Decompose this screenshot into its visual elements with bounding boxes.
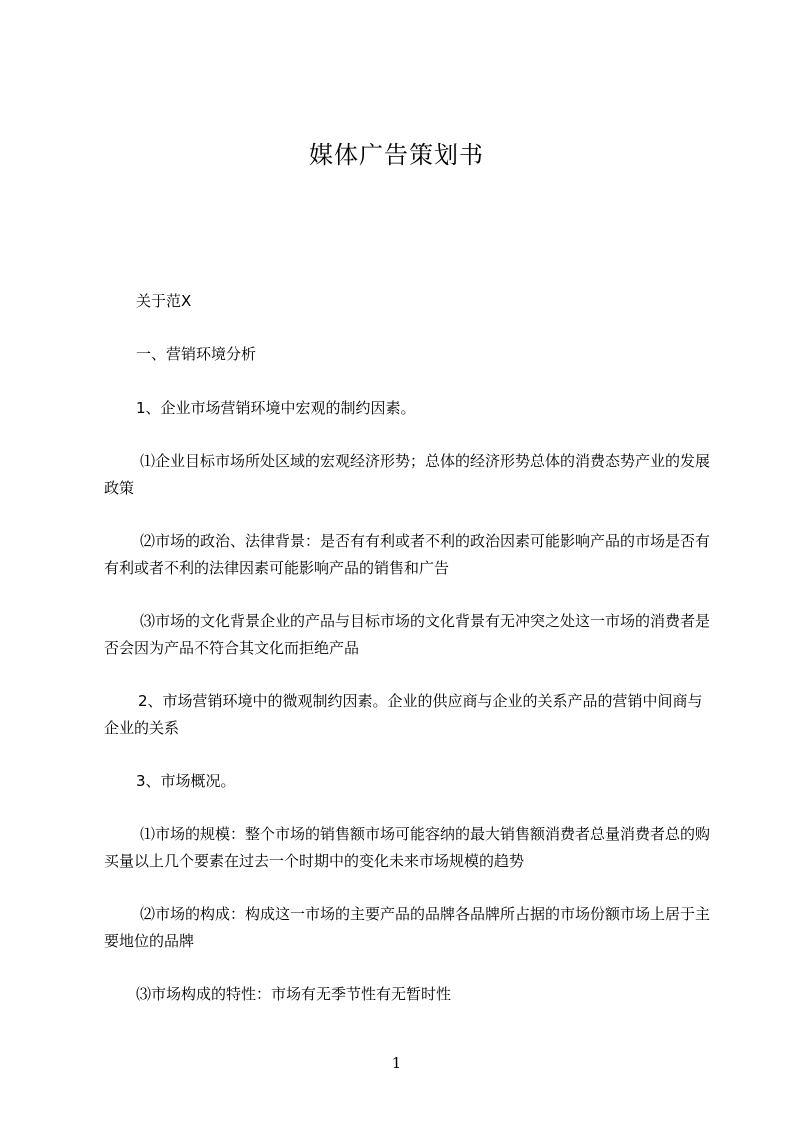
paragraph-market-scale: ⑴市场的规模：整个市场的销售额市场可能容纳的最大销售额消费者总量消费者总的购买量以上几个要素在过去一个时期中的变化未来市场规模的趋势 xyxy=(104,825,711,870)
page-number: 1 xyxy=(391,1054,402,1072)
paragraph-political-legal: ⑵市场的政治、法律背景：是否有有利或者不利的政治因素可能影响产品的市场是否有有利或者不利的法律因素可能影响产品的销售和广告 xyxy=(104,532,711,577)
paragraph-market-overview: 3、市场概况。 xyxy=(136,772,236,790)
paragraph-about: 关于范X xyxy=(136,292,192,310)
paragraph-market-structure: ⑵市场的构成：构成这一市场的主要产品的品牌各品牌所占据的市场份额市场上居于主要地位的品牌 xyxy=(104,905,711,950)
paragraph-economic-situation: ⑴企业目标市场所处区域的宏观经济形势；总体的经济形势总体的消费态势产业的发展政策 xyxy=(104,452,711,497)
paragraph-section-heading: 一、营销环境分析 xyxy=(136,345,257,363)
document-title: 媒体广告策划书 xyxy=(309,141,484,169)
paragraph-market-characteristics: ⑶市场构成的特性：市场有无季节性有无暂时性 xyxy=(136,985,452,1003)
paragraph-macro-factors: 1、企业市场营销环境中宏观的制约因素。 xyxy=(136,399,416,417)
paragraph-cultural-background: ⑶市场的文化背景企业的产品与目标市场的文化背景有无冲突之处这一市场的消费者是否会因为产品不符合其文化而拒绝产品 xyxy=(104,612,711,657)
paragraph-micro-factors: 2、市场营销环境中的微观制约因素。企业的供应商与企业的关系产品的营销中间商与企业的关系 xyxy=(104,692,703,737)
